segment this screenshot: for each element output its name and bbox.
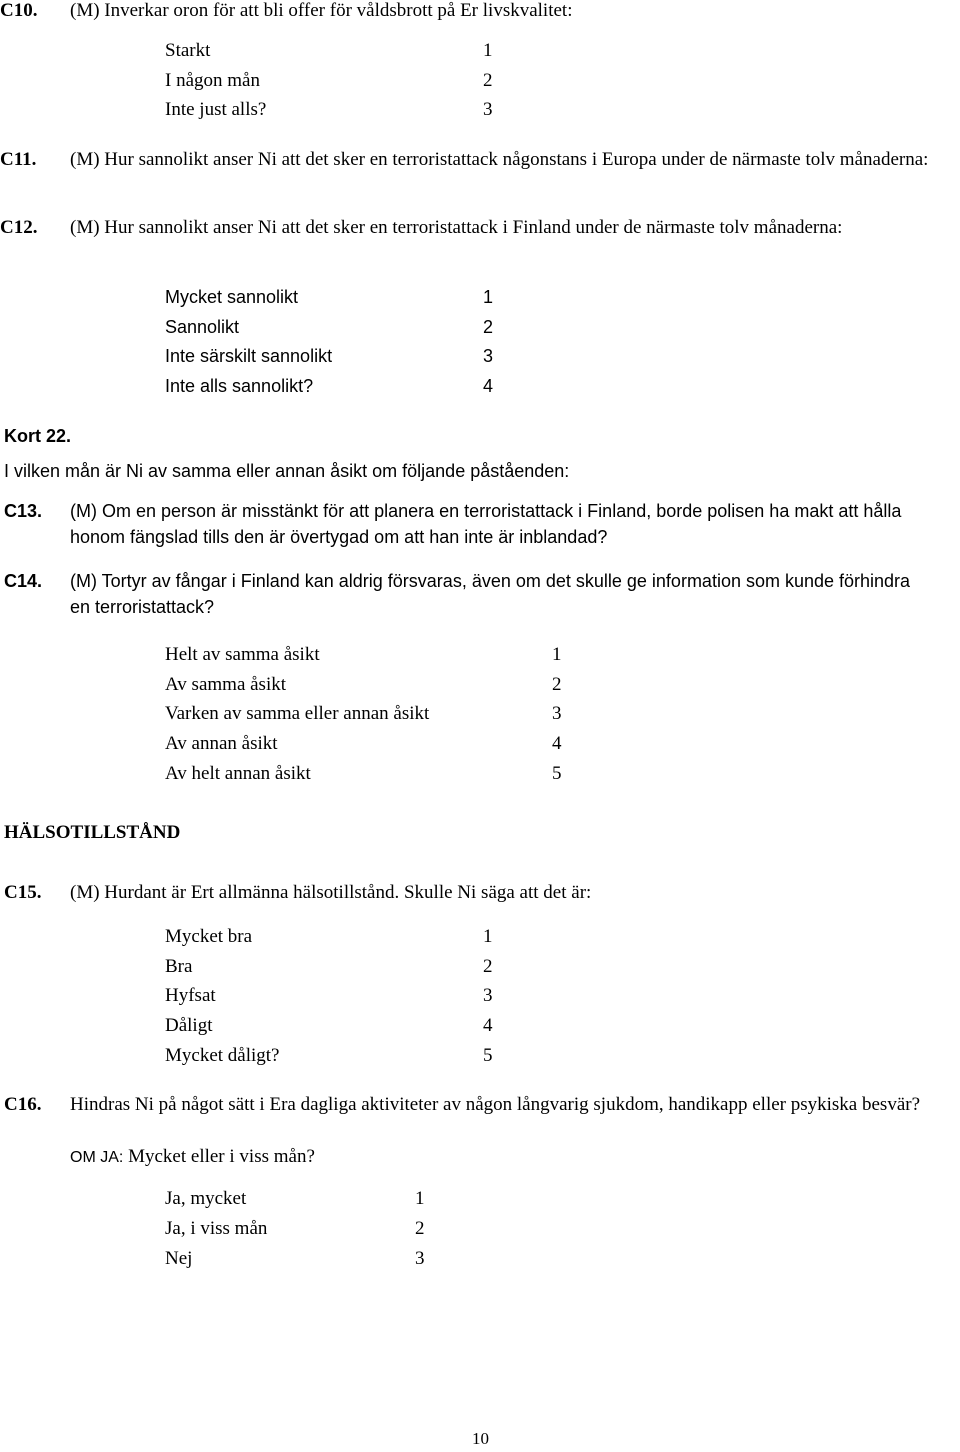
option-code: 1 bbox=[483, 40, 493, 61]
option-code: 5 bbox=[552, 763, 562, 784]
option-label: Hyfsat bbox=[165, 985, 216, 1006]
option-code: 4 bbox=[483, 1015, 493, 1036]
option-label: Sannolikt bbox=[165, 317, 240, 337]
option-label: Av helt annan åsikt bbox=[165, 763, 311, 784]
card-label: Kort 22. bbox=[4, 426, 72, 446]
question-number-c13: C13. bbox=[4, 501, 43, 521]
option-label: Mycket dåligt? bbox=[165, 1045, 280, 1066]
option-code: 5 bbox=[483, 1045, 493, 1066]
question-text-c15: (M) Hurdant är Ert allmänna hälsotillstånd. Skulle Ni säga att det är: bbox=[70, 882, 592, 903]
option-label: Mycket sannolikt bbox=[165, 287, 299, 307]
option-label: Dåligt bbox=[165, 1015, 213, 1036]
option-code: 3 bbox=[415, 1248, 425, 1269]
option-label: Mycket bra bbox=[165, 926, 253, 947]
question-number-c16: C16. bbox=[4, 1094, 42, 1115]
option-code: 1 bbox=[483, 287, 494, 307]
option-label: Starkt bbox=[165, 40, 211, 61]
option-code: 2 bbox=[552, 674, 562, 695]
option-label: Helt av samma åsikt bbox=[165, 644, 320, 665]
card-intro: I vilken mån är Ni av samma eller annan åsikt om följande påståenden: bbox=[4, 461, 570, 481]
option-code: 1 bbox=[552, 644, 562, 665]
section-heading: HÄLSOTILLSTÅND bbox=[4, 822, 181, 843]
option-label: Bra bbox=[165, 956, 193, 977]
option-label: Nej bbox=[165, 1248, 193, 1269]
option-code: 3 bbox=[483, 985, 493, 1006]
question-text-c14: (M) Tortyr av fångar i Finland kan aldrig försvaras, även om det skulle ge information som kunde förhindra en terroristattack? bbox=[70, 571, 911, 617]
option-label: Varken av samma eller annan åsikt bbox=[165, 703, 430, 724]
option-label: Av annan åsikt bbox=[165, 733, 278, 754]
followup-prefix: OM JA: bbox=[70, 1149, 124, 1166]
question-text-c10: (M) Inverkar oron för att bli offer för våldsbrott på Er livskvalitet: bbox=[70, 0, 573, 21]
question-text-c13: (M) Om en person är misstänkt för att planera en terroristattack i Finland, borde polisen ha makt att hålla honom fängslad tills den är övertygad om att han inte är inblandad? bbox=[70, 501, 902, 547]
question-text-c11: (M) Hur sannolikt anser Ni att det sker en terroristattack någonstans i Europa under de närmaste tolv månaderna: bbox=[70, 149, 929, 170]
option-code: 1 bbox=[483, 926, 493, 947]
option-code: 3 bbox=[483, 99, 493, 120]
question-number-c11: C11. bbox=[0, 149, 37, 170]
option-code: 4 bbox=[483, 376, 494, 396]
question-number-c15: C15. bbox=[4, 882, 42, 903]
question-text-c16: Hindras Ni på något sätt i Era dagliga aktiviteter av någon långvarig sjukdom, handikapp eller psykiska besvär? bbox=[70, 1094, 921, 1115]
option-code: 2 bbox=[483, 956, 493, 977]
option-label: Inte alls sannolikt? bbox=[165, 376, 314, 396]
option-label: Inte särskilt sannolikt bbox=[165, 346, 333, 366]
option-label: Ja, mycket bbox=[165, 1188, 247, 1209]
option-label: Inte just alls? bbox=[165, 99, 267, 120]
question-text-c12: (M) Hur sannolikt anser Ni att det sker en terroristattack i Finland under de närmaste tolv månaderna: bbox=[70, 217, 843, 238]
option-code: 2 bbox=[483, 317, 494, 337]
followup-question-c16 bbox=[70, 1144, 315, 1171]
question-number-c10: C10. bbox=[0, 0, 38, 21]
option-code: 4 bbox=[552, 733, 562, 754]
question-number-c14: C14. bbox=[4, 571, 43, 591]
option-label: Ja, i viss mån bbox=[165, 1218, 268, 1239]
option-code: 2 bbox=[415, 1218, 425, 1239]
question-number-c12: C12. bbox=[0, 217, 38, 238]
option-code: 3 bbox=[483, 346, 494, 366]
followup-text: Mycket eller i viss mån? bbox=[128, 1146, 315, 1167]
option-label: I någon mån bbox=[165, 70, 260, 91]
option-code: 2 bbox=[483, 70, 493, 91]
option-code: 1 bbox=[415, 1188, 425, 1209]
page-number: 10 bbox=[472, 1429, 489, 1448]
option-label: Av samma åsikt bbox=[165, 674, 287, 695]
option-code: 3 bbox=[552, 703, 562, 724]
